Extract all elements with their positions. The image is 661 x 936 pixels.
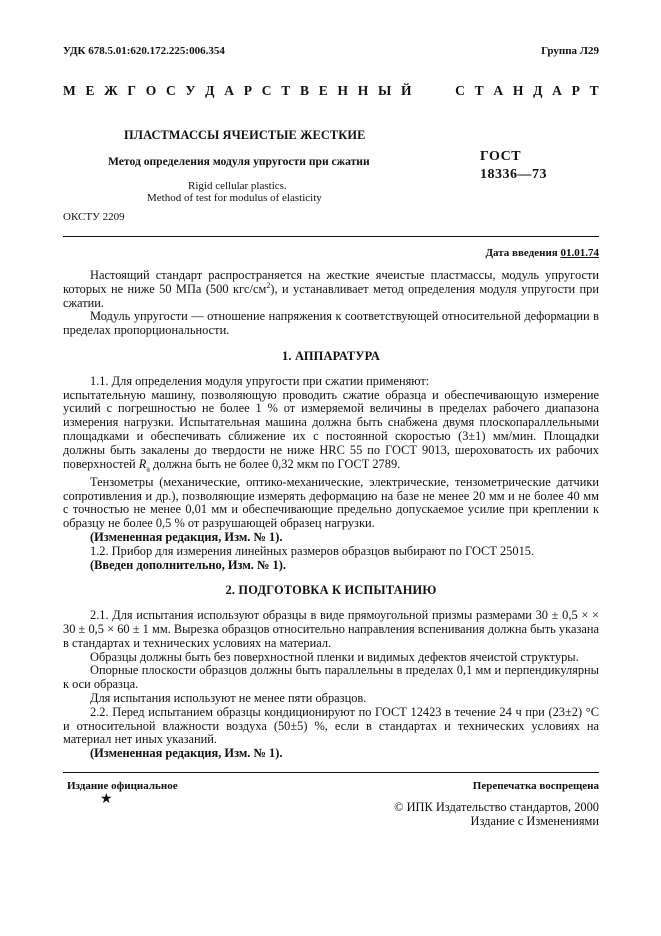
amendment-note-2: (Введен дополнительно, Изм. № 1). — [90, 557, 286, 572]
banner-letter: Н — [357, 83, 369, 98]
amendment-note-1: (Измененная редакция, Изм. № 1). — [90, 530, 283, 545]
clause-2-2: 2.2. Перед испытанием образцы кондиционируют по ГОСТ 12423 в течение 24 ч при (23±2) °С и относительной влажности воздуха (50±5) %, если в стандартах и технических условиях на материал нет иных указаний. — [63, 704, 599, 747]
clause-1-2: 1.2. Прибор для измерения линейных размеров образцов выбирают по ГОСТ 25015. — [90, 543, 535, 558]
gost-label: ГОСТ — [480, 149, 522, 164]
interstate-standard-banner — [63, 84, 599, 98]
banner-letter: С — [455, 83, 465, 98]
banner-letter: Д — [533, 83, 543, 98]
document-body — [63, 269, 599, 761]
date-value: 01.01.74 — [560, 247, 599, 259]
clause-2-1-d: Для испытания используют не менее пяти образцов. — [90, 690, 367, 705]
banner-letter: Ы — [378, 83, 392, 98]
banner-letter: Ж — [104, 83, 118, 98]
english-title-line1: Rigid cellular plastics. — [188, 180, 287, 192]
date-label: Дата введения — [485, 247, 561, 259]
clause-2-1-c: Опорные плоскости образцов должны быть параллельны в пределах 0,1 мм и перпендикулярны к оси образца. — [63, 663, 599, 692]
official-edition-label: Издание официальное — [67, 780, 178, 792]
clause-2-1-b: Образцы должны быть без поверхностной пленки и видимых дефектов ячеистой структуры. — [90, 649, 579, 664]
banner-letter: О — [145, 83, 157, 98]
group-code: Группа Л29 — [541, 45, 599, 57]
clause-1-1-tensometers: Тензометры (механические, оптико-механические, электрические, тензометрические датчики сопротивления и др.), позволяющие измерять деформацию на базе не менее 20 мм и не более 40 мм с точностью не менее 0,01 мм и обеспечивающие предельно допускаемое усилие при креплении к образцу не более 0,5 % от разрушающей образец нагрузки. — [63, 474, 599, 531]
reprint-prohibited-label: Перепечатка воспрещена — [472, 780, 599, 792]
banner-letter: Н — [512, 83, 524, 98]
banner-letter: Й — [401, 83, 412, 98]
clause-1-1: 1.1. Для определения модуля упругости при сжатии применяют: — [90, 373, 430, 388]
banner-letter: А — [552, 83, 562, 98]
english-title-line2: Method of test for modulus of elasticity — [147, 192, 322, 204]
banner-letter: С — [261, 83, 272, 98]
edition-notice: Издание с Изменениями — [470, 814, 599, 828]
banner-letter: Т — [281, 83, 291, 98]
banner-word-gap — [421, 84, 445, 98]
section-2-heading: 2. ПОДГОТОВКА К ИСПЫТАНИЮ — [225, 583, 437, 598]
banner-letter: Д — [205, 83, 215, 98]
star-icon: ★ — [100, 792, 113, 807]
banner-letter: Т — [589, 83, 599, 98]
banner-letter: В — [299, 83, 309, 98]
document-subtitle: Метод определения модуля упругости при сжатии — [108, 155, 370, 168]
document-title: ПЛАСТМАССЫ ЯЧЕИСТЫЕ ЖЕСТКИЕ — [124, 128, 366, 142]
banner-letter: А — [493, 83, 504, 98]
banner-letter: Г — [127, 83, 136, 98]
banner-letter: А — [224, 83, 234, 98]
date-of-introduction — [485, 247, 599, 261]
udk-code: УДК 678.5.01:620.172.225:006.354 — [63, 45, 225, 57]
banner-letter: М — [63, 83, 76, 98]
banner-letter: С — [165, 83, 176, 98]
banner-letter: Т — [474, 83, 484, 98]
clause-1-1-machine: испытательную машину, позволяющую проводить сжатие образца и обеспечивающую измерение усилий с погрешностью не более 1 % от измеряемой величины в пределах рабочего диапазона измерения нагрузки. Испытательная машина должна быть снабжена двумя плоскопараллельными площадками и обеспечивать сближение их с постоянной скоростью (3±1) мм/мин. Площадки должны быть закалены до твердости не ниже HRC 55 по ГОСТ 9013, шероховатость их рабочих поверхностей $R_a$ должна быть не более 0,32 мкм по ГОСТ 2789. — [63, 387, 599, 474]
gost-number: 18336—73 — [480, 167, 547, 182]
amendment-note-3: (Измененная редакция, Изм. № 1). — [90, 746, 283, 761]
banner-letter: Е — [318, 83, 328, 98]
copyright-notice: © ИПК Издательство стандартов, 2000 — [394, 800, 599, 814]
banner-letter: У — [185, 83, 196, 98]
header-divider — [63, 236, 599, 237]
banner-letter: Е — [85, 83, 95, 98]
intro-paragraph-1: Настоящий стандарт распространяется на жесткие ячеистые пластмассы, модуль упругости которых не ниже 50 МПа (500 кгс/$см^2$), и устанавливает метод определения модуля упругости при сжатии. — [63, 268, 600, 310]
footer-divider — [63, 772, 599, 773]
banner-letter: Р — [243, 83, 252, 98]
section-1-heading: 1. АППАРАТУРА — [282, 348, 380, 363]
clause-2-1: 2.1. Для испытания используют образцы в виде прямоугольной призмы размерами 30 ± 0,5 × × 30 ± 0,5 × 60 ± 1 мм. Вырезка образцов относительно направления вспенивания должна быть указана в стандартах и технических условиях на материал. — [63, 608, 599, 650]
banner-letter: Р — [571, 83, 580, 98]
intro-paragraph-2: Модуль упругости — отношение напряжения к соответствующей относительной деформации в пределах пропорциональности. — [63, 309, 599, 338]
okstu-code: ОКСТУ 2209 — [63, 211, 125, 223]
banner-letter: Н — [337, 83, 349, 98]
